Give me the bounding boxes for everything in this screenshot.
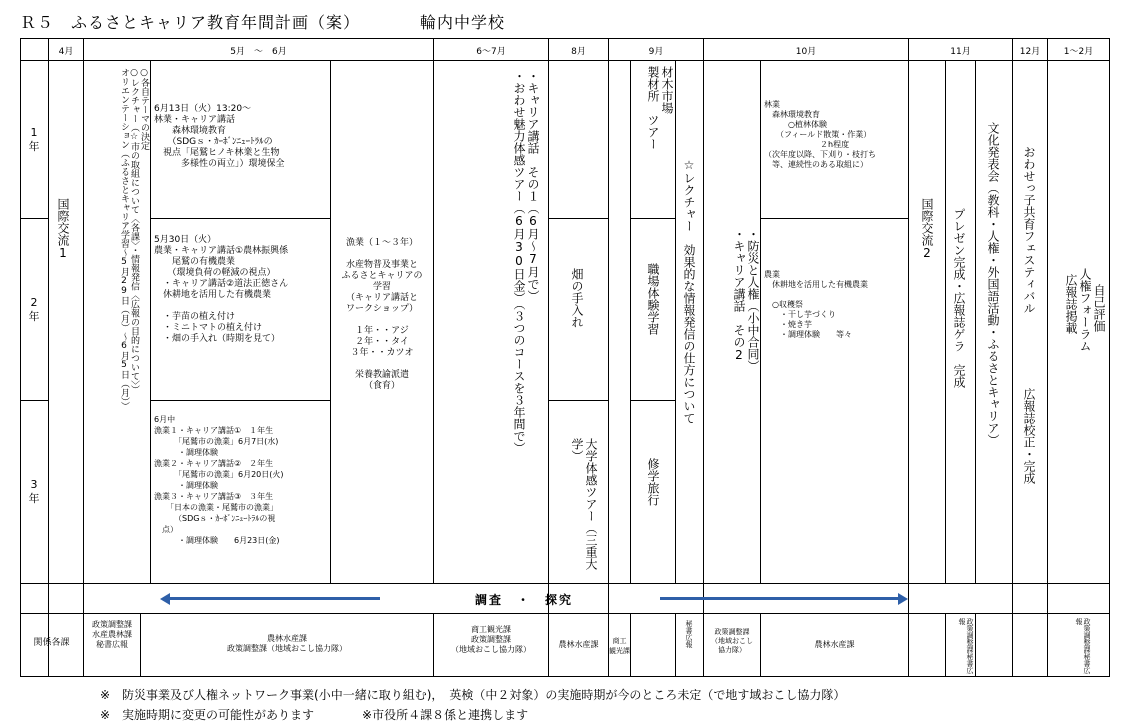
- month-header-nov: 11月: [950, 47, 971, 57]
- dept-apr: 政策調整課 水産農林課 秘書広報: [92, 620, 132, 649]
- research-arrow-right: [660, 597, 898, 600]
- kokusai-1: 国際交流1: [56, 198, 70, 260]
- dept-junjul: 商工観光課 政策調整課 （地域おこし協力隊）: [451, 625, 531, 654]
- aug-university-tour: 大学体感ツアー（三重大学）: [570, 438, 598, 570]
- note-2: ※ 実施時期に変更の可能性があります ※市役所４課８係と連携します: [100, 708, 529, 722]
- plan-table: [20, 38, 1110, 678]
- research-arrow-right-head: [898, 593, 908, 605]
- dec-newsletter-final: 広報誌校正・完成: [1022, 388, 1036, 484]
- dept-header: 関係各課: [33, 638, 70, 648]
- month-header-oct: 10月: [795, 47, 817, 57]
- sep-lumber-tour: 材木市場 製材所 ツアー: [646, 66, 674, 150]
- grade-1-label: 1 年: [28, 126, 40, 153]
- sep-school-trip: 修学旅行: [646, 458, 660, 506]
- kokusai-2: 国際交流2: [920, 198, 934, 260]
- sep-job-experience: 職場体験学習: [646, 263, 660, 335]
- grade-2-label: 2 年: [28, 296, 40, 323]
- oct-grade1-forestry: 林業 森林環境教育 ○植林体験 （フィールド散策・作業） ２h程度 （次年度以降、下刈り・枝打ち 等、連続性のある取組に）: [764, 100, 876, 169]
- sep-info-lecture: ☆レクチャー 効果的な情報発信の仕方について: [682, 158, 696, 424]
- dec-festival: おわせっ子共育フェスティバル: [1022, 146, 1036, 314]
- janfeb-human-rights-forum: 人権フォーラム: [1078, 268, 1092, 352]
- month-header-jun-jul: 6～7月: [476, 47, 506, 57]
- month-header-apr: 4月: [58, 47, 74, 57]
- dept-may: 農林水産課 政策調整課（地域おこし協力隊）: [227, 634, 347, 653]
- may-grade1-forestry: 6月13日（火）13:20～ 林業・キャリア講話 森林環境教育 （SDGｓ・ｶｰﾎﾞﾝﾆｭｰﾄﾗﾙの 視点「尾鷲ヒノキ林業と生物 多様性の両立」）環境保全: [154, 104, 285, 169]
- oct-disaster-human-rights: ・防災と人権（小中合同） ・キャリア講話 その2: [732, 228, 760, 372]
- title: Ｒ５ ふるさとキャリア教育年間計画（案）: [20, 13, 361, 32]
- month-header-sep: 9月: [648, 47, 664, 57]
- dept-janfeb: 政策調整課秘書広報: [1075, 618, 1091, 674]
- nov-culture-festival: 文化発表会（教科・人権・外国語活動・ふるさとキャリア）: [986, 122, 1000, 446]
- month-header-jan-feb: 1～2月: [1063, 47, 1094, 57]
- aug-field-care: 畑の手入れ: [570, 268, 584, 328]
- may-grade3-fishery: 6月中 漁業１・キャリア講話① １年生 「尾鷲市の漁業」6月7日(水) ・調理体験 漁業２・キャリア講話② ２年生 「尾鷲市の漁業」6月20日(火) ・調理体験 漁業３・キャリア講話③ ３年生 「日本の漁業・尾鷲市の漁業」 （SDGｓ・ｶｰﾎﾞﾝﾆｭｰﾄﾗﾙの視 点） ・調理体験 6月23日(金): [154, 415, 284, 545]
- school-name: 輪内中学校: [420, 13, 506, 32]
- janfeb-newsletter: 広報誌掲載: [1064, 274, 1078, 334]
- month-header-aug: 8月: [571, 47, 586, 57]
- dept-nov: 政策調整課秘書広報: [958, 618, 974, 674]
- month-header-may-jun: 5月 ～ 6月: [230, 47, 287, 57]
- research-arrow-left-head: [160, 593, 170, 605]
- janfeb-self-evaluation: 自己評価: [1092, 284, 1106, 332]
- grade-3-label: 3 年: [28, 478, 40, 505]
- research-label: 調査 ・ 探究: [475, 593, 574, 607]
- dept-oct-b: 農林水産課: [814, 640, 855, 649]
- dept-sep-b: 秘書広報: [685, 620, 693, 648]
- note-1: ※ 防災事業及び人権ネットワーク事業(小中一緒に取り組む)， 英検（中２対象）の実施時期が今のところ未定（で地す域おこし協力隊）: [100, 688, 846, 702]
- junjul-lecture-tour: ・キャリア講話 その１（6月～7月で） ・おわせ魅力体感ツアー（6月30日金）（３つのコースを３年間で）: [512, 70, 540, 454]
- oct-grade2-agriculture: 農業 休耕地を活用した有機農業 ○収穫祭 ・干し芋づくり ・焼き芋 ・調理体験 等々: [764, 270, 868, 339]
- dept-oct-a: 政策調整課 （地域おこし 協力隊）: [711, 628, 753, 654]
- may-grade2-agriculture: 5月30日（火） 農業・キャリア講話①農林振興係 尾鷲の有機農業 （環境負荷の軽減の視点） ・キャリア講話②道法正徳さん 休耕地を活用した有機農業 ・芋苗の植え付け ・ミニトマトの植え付け ・畑の手入れ（時期を見て）: [154, 235, 289, 344]
- dept-sep-a: 商工 観光課: [609, 637, 630, 655]
- may-fishery-summary: 漁業（１～３年） 水産物普及事業と ふるさとキャリアの 学習 （キャリア講話と ワークショップ） １年・・アジ ２年・・タイ ３年・・カツオ 栄養教諭派遣 （食育）: [341, 238, 423, 391]
- month-header-dec: 12月: [1019, 47, 1041, 57]
- dept-aug: 農林水産課: [558, 640, 599, 649]
- orientation-cell: ○各自テーマの決定 ○レクチャー（☆市の取組について〈各課〉・情報発信〈広報の目的について〉） オリエンテーション（ふるさとキャリア学習〜5月29日（月）〜6月5日（月））: [119, 68, 149, 411]
- nov-presentation: プレゼン完成・広報誌ゲラ 完成: [952, 208, 966, 388]
- research-arrow-left: [170, 597, 380, 600]
